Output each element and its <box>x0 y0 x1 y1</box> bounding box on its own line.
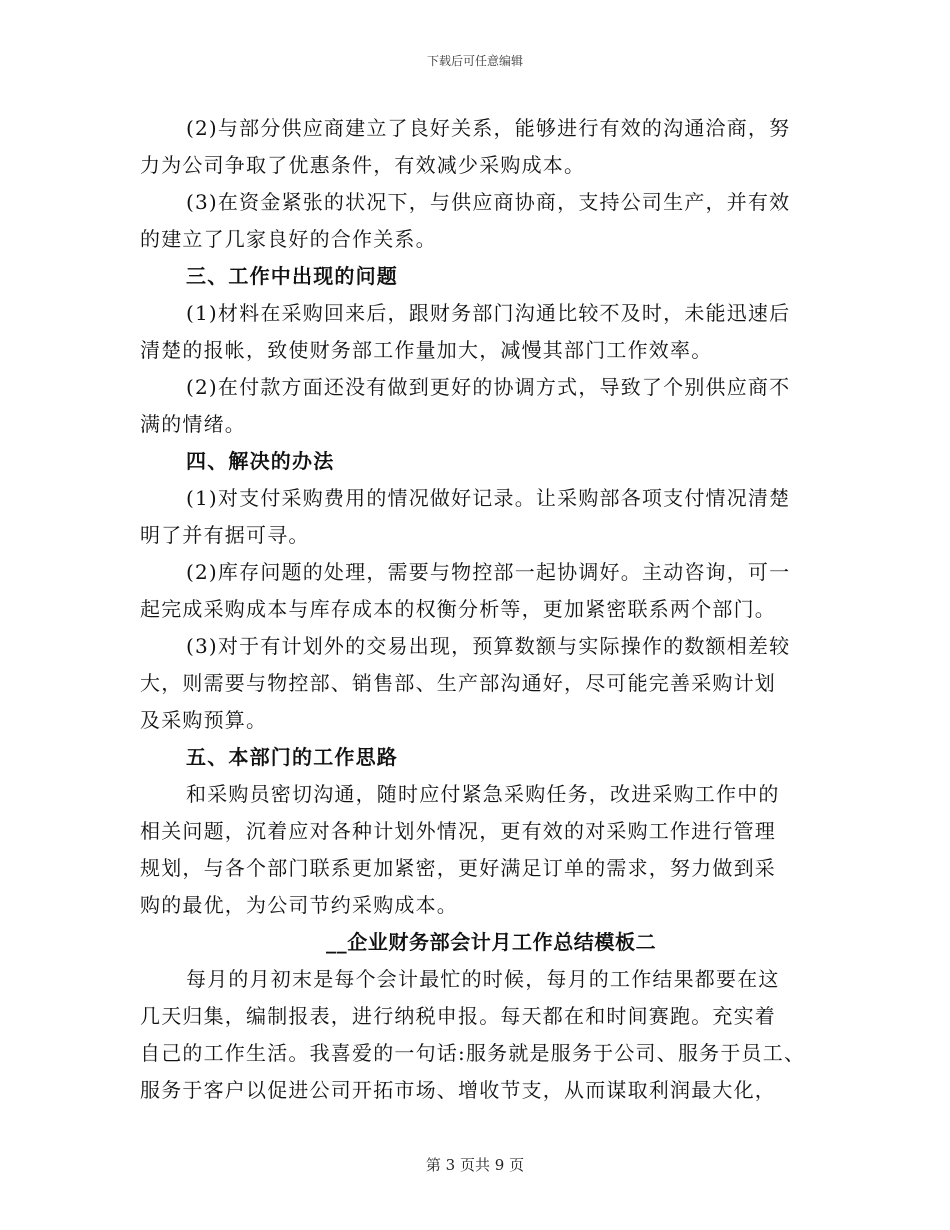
paragraph-line: 及采购预算。 <box>140 708 268 732</box>
paragraph-line: (2)与部分供应商建立了良好关系，能够进行有效的沟通洽商，努 <box>186 116 791 140</box>
paragraph-line: 力为公司争取了优惠条件，有效减少采购成本。 <box>140 153 586 177</box>
paragraph-line: 清楚的报帐，致使财务部工作量加大，减慢其部门工作效率。 <box>140 338 713 362</box>
page-header: 下载后可任意编辑 <box>426 54 523 68</box>
paragraph-line: 起完成采购成本与库存成本的权衡分析等，更加紧密联系两个部门。 <box>140 597 776 621</box>
section-heading: 三、工作中出现的问题 <box>186 264 398 288</box>
document-title: __企业财务部会计月工作总结模板二 <box>326 930 657 954</box>
paragraph-line: 服务于客户以促进公司开拓市场、增收节支，从而谋取利润最大化， <box>140 1078 776 1102</box>
paragraph-line: 购的最优，为公司节约采购成本。 <box>140 893 458 917</box>
paragraph-line: 每月的月初末是每个会计最忙的时候，每月的工作结果都要在这 <box>186 967 780 991</box>
paragraph-line: (3)在资金紧张的状况下，与供应商协商，支持公司生产，并有效 <box>186 190 791 214</box>
paragraph-line: 满的情绪。 <box>140 412 246 436</box>
paragraph-line: 几天归集，编制报表，进行纳税申报。每天都在和时间赛跑。充实着 <box>140 1004 776 1028</box>
paragraph-line: (2)库存问题的处理，需要与物控部一起协调好。主动咨询，可一 <box>186 560 791 584</box>
paragraph-line: 规划，与各个部门联系更加紧密，更好满足订单的需求，努力做到采 <box>140 856 776 880</box>
paragraph-line: 相关问题，沉着应对各种计划外情况，更有效的对采购工作进行管理 <box>140 819 776 843</box>
paragraph-line: 明了并有据可寻。 <box>140 523 310 547</box>
paragraph-line: 自己的工作生活。我喜爱的一句话:服务就是服务于公司、服务于员工、 <box>140 1041 806 1065</box>
paragraph-line: 大，则需要与物控部、销售部、生产部沟通好，尽可能完善采购计划 <box>140 671 776 695</box>
paragraph-line: 的建立了几家良好的合作关系。 <box>140 227 437 251</box>
paragraph-line: (3)对于有计划外的交易出现，预算数额与实际操作的数额相差较 <box>186 634 791 658</box>
paragraph-line: (1)对支付采购费用的情况做好记录。让采购部各项支付情况清楚 <box>186 486 791 510</box>
paragraph-line: (2)在付款方面还没有做到更好的协调方式，导致了个别供应商不 <box>186 375 791 399</box>
page-number: 第 3 页共 9 页 <box>425 1156 525 1174</box>
section-heading: 四、解决的办法 <box>186 449 335 473</box>
section-heading: 五、本部门的工作思路 <box>186 745 398 769</box>
paragraph-line: 和采购员密切沟通，随时应付紧急采购任务，改进采购工作中的 <box>186 782 780 806</box>
paragraph-line: (1)材料在采购回来后，跟财务部门沟通比较不及时，未能迅速后 <box>186 301 791 325</box>
